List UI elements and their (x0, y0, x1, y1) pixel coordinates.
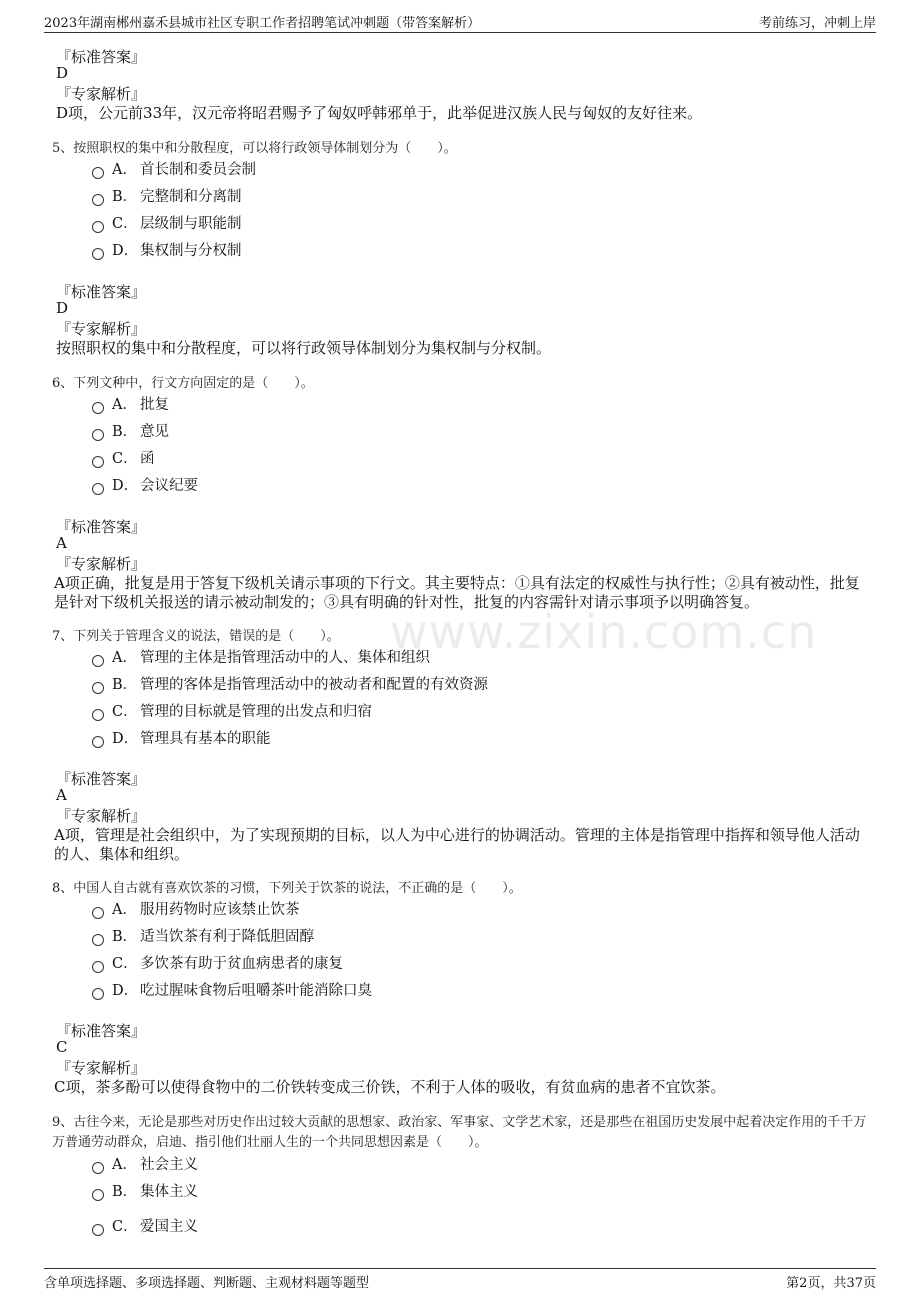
question-stem: 6、下列文种中，行文方向固定的是（ ）。 (52, 376, 314, 391)
question-stem: 万普通劳动群众，启迪、指引他们壮丽人生的一个共同思想因素是（ ）。 (52, 1135, 488, 1150)
option-b[interactable]: B． 集体主义 (92, 1180, 198, 1201)
option-b[interactable]: B． 适当饮茶有利于降低胆固醇 (92, 925, 314, 946)
option-b[interactable]: B． 意见 (92, 420, 169, 441)
option-b[interactable]: B． 完整制和分离制 (92, 185, 242, 206)
std-answer-label: 『标准答案』 (56, 770, 147, 788)
question-stem: 5、按照职权的集中和分散程度，可以将行政领导体制划分为（ ）。 (52, 141, 457, 156)
radio-icon[interactable] (92, 221, 104, 233)
analysis-label: 『专家解析』 (56, 85, 147, 103)
question-stem: 7、下列关于管理含义的说法，错误的是（ ）。 (52, 629, 340, 644)
option-a[interactable]: A． 批复 (92, 393, 169, 414)
question-stem: 9、古往今来，无论是那些对历史作出过较大贡献的思想家、政治家、军事家、文学艺术家，还是那些在祖国历史发展中起着决定作用的千千万 (52, 1115, 867, 1130)
option-c[interactable]: C． 函 (92, 447, 155, 468)
option-a[interactable]: A． 社会主义 (92, 1153, 198, 1174)
std-answer-label: 『标准答案』 (56, 1022, 147, 1040)
option-a[interactable]: A． 服用药物时应该禁止饮茶 (92, 898, 300, 919)
radio-icon[interactable] (92, 736, 104, 748)
analysis-label: 『专家解析』 (56, 320, 147, 338)
radio-icon[interactable] (92, 655, 104, 667)
radio-icon[interactable] (92, 1189, 104, 1201)
answer-value: D (56, 64, 69, 82)
answer-value: A (56, 786, 67, 804)
option-d[interactable]: D． 吃过腥味食物后咀嚼茶叶能消除口臭 (92, 979, 372, 1000)
radio-icon[interactable] (92, 961, 104, 973)
analysis-text: A项，管理是社会组织中，为了实现预期的目标，以人为中心进行的协调活动。管理的主体是指管理中指挥和领导他人活动 (54, 826, 860, 844)
radio-icon[interactable] (92, 429, 104, 441)
page-footer (44, 1268, 876, 1292)
option-d[interactable]: D． 集权制与分权制 (92, 239, 242, 260)
radio-icon[interactable] (92, 709, 104, 721)
document-title: 2023年湖南郴州嘉禾县城市社区专职工作者招聘笔试冲刺题（带答案解析） (44, 16, 481, 31)
analysis-text: 的人、集体和组织。 (54, 845, 190, 863)
analysis-text: A项正确，批复是用于答复下级机关请示事项的下行文。其主要特点：①具有法定的权威性与执行性；②具有被动性，批复 (54, 574, 860, 592)
option-d[interactable]: D． 管理具有基本的职能 (92, 727, 271, 748)
radio-icon[interactable] (92, 682, 104, 694)
analysis-text: C项，茶多酚可以使得食物中的二价铁转变成三价铁，不利于人体的吸收，有贫血病的患者不宜饮茶。 (54, 1078, 726, 1096)
radio-icon[interactable] (92, 907, 104, 919)
radio-icon[interactable] (92, 934, 104, 946)
watermark: www.zixin.com.cn (390, 605, 818, 659)
option-a[interactable]: A． 管理的主体是指管理活动中的人、集体和组织 (92, 646, 430, 667)
std-answer-label: 『标准答案』 (56, 518, 147, 536)
radio-icon[interactable] (92, 194, 104, 206)
radio-icon[interactable] (92, 456, 104, 468)
question-stem: 8、中国人自古就有喜欢饮茶的习惯，下列关于饮茶的说法，不正确的是（ ）。 (52, 881, 522, 896)
analysis-label: 『专家解析』 (56, 555, 147, 573)
option-c[interactable]: C． 管理的目标就是管理的出发点和归宿 (92, 700, 372, 721)
radio-icon[interactable] (92, 167, 104, 179)
answer-value: D (56, 299, 69, 317)
option-c[interactable]: C． 爱国主义 (92, 1215, 198, 1236)
analysis-text: 是针对下级机关报送的请示被动制发的；③具有明确的针对性，批复的内容需针对请示事项予以明确答复。 (54, 593, 760, 611)
question-types-note: 含单项选择题、多项选择题、判断题、主观材料题等题型 (44, 1276, 370, 1291)
analysis-label: 『专家解析』 (56, 1059, 147, 1077)
radio-icon[interactable] (92, 248, 104, 260)
analysis-text: 按照职权的集中和分散程度，可以将行政领导体制划分为集权制与分权制。 (56, 339, 552, 357)
radio-icon[interactable] (92, 483, 104, 495)
analysis-label: 『专家解析』 (56, 807, 147, 825)
option-b[interactable]: B． 管理的客体是指管理活动中的被动者和配置的有效资源 (92, 673, 488, 694)
page-header (44, 12, 876, 33)
radio-icon[interactable] (92, 402, 104, 414)
analysis-text: D项，公元前33年，汉元帝将昭君赐予了匈奴呼韩邪单于，此举促进汉族人民与匈奴的友好往来。 (56, 104, 703, 122)
answer-value: C (56, 1038, 68, 1056)
std-answer-label: 『标准答案』 (56, 48, 147, 66)
radio-icon[interactable] (92, 988, 104, 1000)
option-c[interactable]: C． 层级制与职能制 (92, 212, 242, 233)
option-c[interactable]: C． 多饮茶有助于贫血病患者的康复 (92, 952, 343, 973)
answer-value: A (56, 534, 67, 552)
header-slogan: 考前练习，冲刺上岸 (758, 16, 876, 31)
std-answer-label: 『标准答案』 (56, 283, 147, 301)
radio-icon[interactable] (92, 1224, 104, 1236)
page-number: 第2页，共37页 (786, 1276, 876, 1291)
option-a[interactable]: A． 首长制和委员会制 (92, 158, 256, 179)
option-d[interactable]: D． 会议纪要 (92, 474, 198, 495)
radio-icon[interactable] (92, 1162, 104, 1174)
